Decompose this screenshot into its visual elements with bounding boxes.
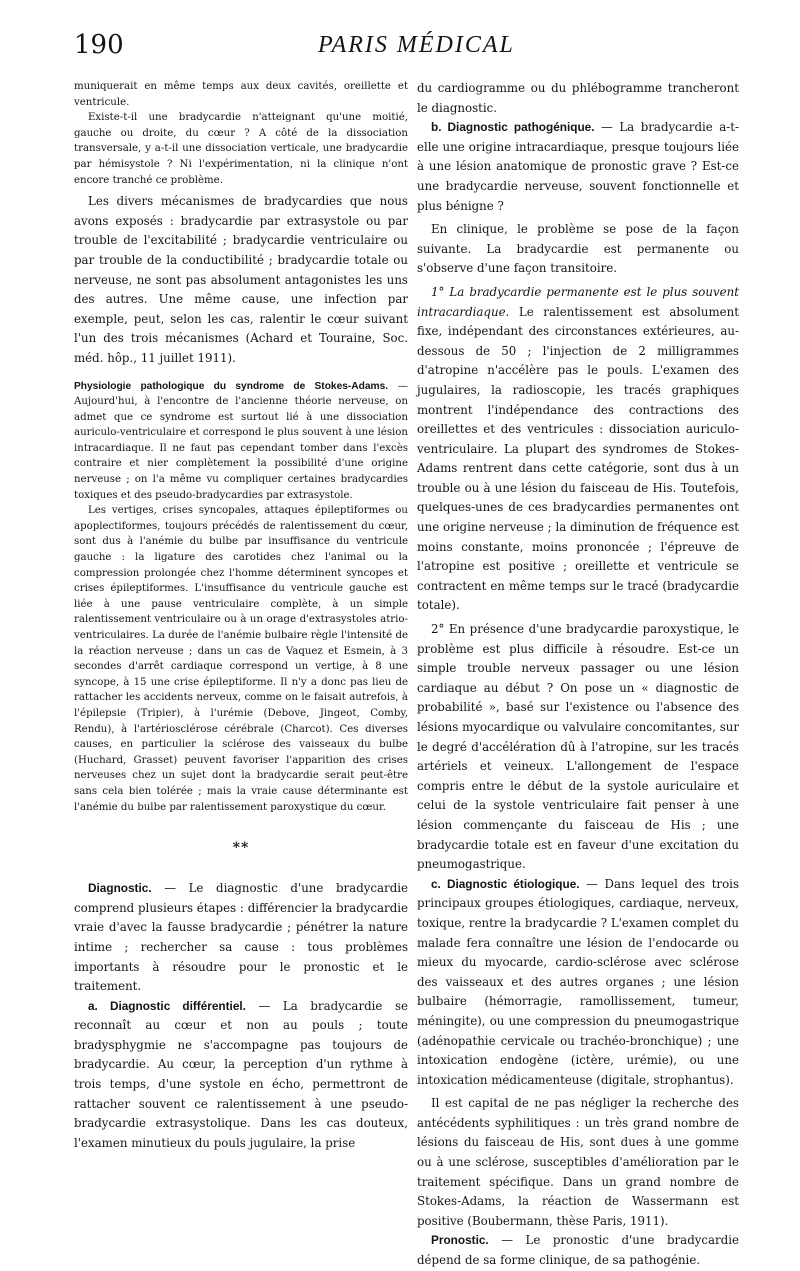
paragraph-en-clinique: En clinique, le problème se pose de la façon suivante. La bradycardie est permanente ou s'observe d'une façon transitoire.: [417, 222, 739, 276]
subsection-body-etiologique: — Dans lequel des trois principaux groupes étiologiques, cardiaque, nerveux, toxique, rentre la bradycardie ? L'examen complet du malade fera connaître une lésion de l'endocarde ou mieux du myocarde, cardio-sclérose avec sclérose des vaisseaux et des autres organes ; une lésion bulbaire (hémorragie, ramollissement, tumeur, méningite), ou une compression du pneumogastrique (adénopathie cervicale ou trachéo-bronchique) ; une intoxication endogène (ictère, urémie), ou une intoxication médicamenteuse (digitale, strophantus).: [417, 876, 739, 1087]
section-pronostic: [417, 1231, 739, 1270]
section-heading-diagnostic: Diagnostic.: [88, 881, 152, 896]
running-title: PARIS MÉDICAL: [318, 32, 515, 58]
paragraph-bradycardie-paroxystique: 2° En présence d'une bradycardie paroxystique, le problème est plus difficile à résoudre. Est-ce un simple trouble nerveux passager ou une lésion cardiaque au début ? On pose un « diagnostic de probabilité », basé sur l'existence ou l'absence des lésions myocardique ou valvulaire concomitantes, sur le degré d'accélération dû à l'atropine, sur les tracés artériels et veineux. L'allongement de l'espace compris entre le début de la systole auriculaire et celui de la systole ventriculaire fait penser à une lésion commençante du faisceau de His ; une bradycardie totale est en faveur d'une excitation du pneumogastrique.: [417, 622, 739, 872]
subsection-body-pathogenique: — La bradycardie a-t-elle une origine intracardiaque, presque toujours liée à une lésion anatomique de pronostic grave ? Est-ce une bradycardie nerveuse, souvent fonctionnelle et plus bénigne ?: [417, 120, 740, 213]
subsection-heading-etiologique: c. Diagnostic étiologique.: [431, 876, 580, 891]
section-separator-asterism: **: [232, 840, 250, 857]
paragraph-vertiges: Les vertiges, crises syncopales, attaques épileptiformes ou apoplectiformes, toujours précédés de ralentissement du cœur, sont dus à l'anémie du bulbe par insuffisance du ventricule gauche : la ligature des carotides chez l'animal ou la compression prolongée chez l'homme déterminent syncopes et crises épileptiformes. L'insuffisance du ventricule gauche est liée à une pause ventriculaire complète, à un simple ralentissement ventriculaire ou à un orage d'extrasystoles atrio-ventriculaires. La durée de l'anémie bulbaire règle l'intensité de la réaction nerveuse ; dans un cas de Vaquez et Esmein, à 3 secondes d'arrêt cardiaque correspond un vertige, à 8 une syncope, à 15 une crise épileptiforme. Il n'y a donc pas lieu de rattacher les accidents nerveux, comme on le faisait autrefois, à l'épilepsie (Tripier), à l'urémie (Debove, Jingeot, Comby, Rendu), à l'artériosclérose cérébrale (Charcot). Ces diverses causes, en particulier la sclérose des vaisseaux du bulbe (Huchard, Grasset) peuvent favoriser l'apparition des crises nerveuses chez un sujet dont la bradycardie serait peut-être sans cela bien tolérée ; mais la vraie cause déterminante est l'anémie du bulbe par ralentissement paroxystique du cœur.: [74, 505, 408, 813]
section-body-physiologie: — Aujourd'hui, à l'encontre de l'ancienne théorie nerveuse, on admet que ce syndrome est surtout lié à une dissociation auriculo-ventriculaire et correspond le plus souvent à une lésion intracardiaque. Il ne faut pas cependant tomber dans l'excès contraire et nier complètement la possibilité d'une origine nerveuse ; on l'a même vu compliquer certaines bradycardies toxiques et des pseudo-bradycardies par extrasystole.: [74, 380, 408, 501]
right-column: [417, 79, 739, 1271]
paragraph-hemisystole: Existe-t-il une bradycardie n'atteignant qu'une moitié, gauche ou droite, du cœur ? A côté de la dissociation transversale, y a-t-il une dissociation verticale, une bradycardie par hémisystole ? Ni l'expérimentation, ni la clinique n'ont encore tranché ce problème.: [74, 112, 408, 186]
section-heading-physiologie: Physiologie pathologique du syndrome de Stokes-Adams.: [74, 380, 389, 392]
paragraph-continuation: muniquerait en même temps aux deux cavités, oreillette et ventricule.: [74, 81, 408, 108]
page-number: 190: [74, 30, 124, 60]
body-bradycardie-permanente: Le ralentissement est absolument fixe, indépendant des circonstances extérieures, au-dessous de 50 ; l'injection de 2 milligrammes d'atropine n'accélère pas le pouls. L'examen des jugulaires, la radioscopie, les tracés graphiques montrent l'indépendance des contractions des oreillettes et des ventricules : dissociation auriculo-ventriculaire. La plupart des syndromes de Stokes-Adams rentrent dans cette catégorie, sont dus à un trouble ou à une lésion du faisceau de His. Toutefois, quelques-unes de ces bradycardies permanentes ont une origine nerveuse ; la diminution de fréquence est moins constante, moins prononcée ; l'épreuve de l'atropine est positive ; oreillette et ventricule se contractent en même temps sur le tracé (bradycardie totale).: [417, 304, 740, 613]
heading-bradycardie-permanente: 1° La bradycardie permanente est le plus souvent intracardiaque.: [417, 284, 739, 319]
section-body-diagnostic: — Le diagnostic d'une bradycardie comprend plusieurs étapes : différencier la bradycardie vraie d'avec la fausse bradycardie ; pénétrer la nature intime ; rechercher sa cause : tous problèmes importants à résoudre pour le pronostic et le traitement.: [74, 881, 408, 994]
subsection-diagnostic-etiologique: [417, 875, 739, 1091]
paragraph-mecanismes: Les divers mécanismes de bradycardies que nous avons exposés : bradycardie par extrasystole ou par trouble de l'excitabilité ; bradycardie ventriculaire ou par trouble de la conductibilité ; bradycardie totale ou nerveuse, ne sont pas absolument antagonistes les uns des autres. Une même cause, une infection par exemple, peut, selon les cas, ralentir le cœur suivant l'un des trois mécanismes (Achard et Touraine, Soc. méd. hôp., 11 juillet 1911).: [74, 194, 408, 365]
section-heading-pronostic: Pronostic.: [431, 1233, 489, 1248]
paragraph-bradycardie-permanente: [417, 283, 739, 616]
section-diagnostic: [74, 879, 408, 997]
paragraph-antecedents-syphilitiques: Il est capital de ne pas négliger la recherche des antécédents syphilitiques : un très grand nombre de lésions du faisceau de His, sont dues à une gomme ou à une sclérose, susceptibles d'amélioration par le traitement spécifique. Dans un grand nombre de Stokes-Adams, la réaction de Wassermann est positive (Boubermann, thèse Paris, 1911).: [417, 1096, 739, 1228]
section-physiologie: [74, 379, 408, 504]
subsection-heading-pathogenique: b. Diagnostic pathogénique.: [431, 120, 595, 135]
subsection-diagnostic-pathogenique: [417, 118, 739, 216]
left-column: [74, 79, 408, 1153]
section-body-pronostic: — Le pronostic d'une bradycardie dépend de sa forme clinique, de sa pathogénie.: [417, 1233, 740, 1268]
subsection-heading-differentiel: a. Diagnostic différentiel.: [88, 998, 246, 1013]
paragraph-continuation-right: du cardiogramme ou du phlébogramme trancheront le diagnostic.: [417, 81, 739, 115]
subsection-diagnostic-differentiel: [74, 997, 408, 1154]
subsection-body-differentiel: — La bradycardie se reconnaît au cœur et non au pouls ; toute bradysphygmie ne s'accompagne pas toujours de bradycardie. Au cœur, la perception d'un rythme à trois temps, d'une systole en écho, permettront de rattacher souvent ce ralentissement à une pseudo-bradycardie extrasystolique. Dans les cas douteux, l'examen minutieux du pouls jugulaire, la prise: [74, 998, 409, 1150]
